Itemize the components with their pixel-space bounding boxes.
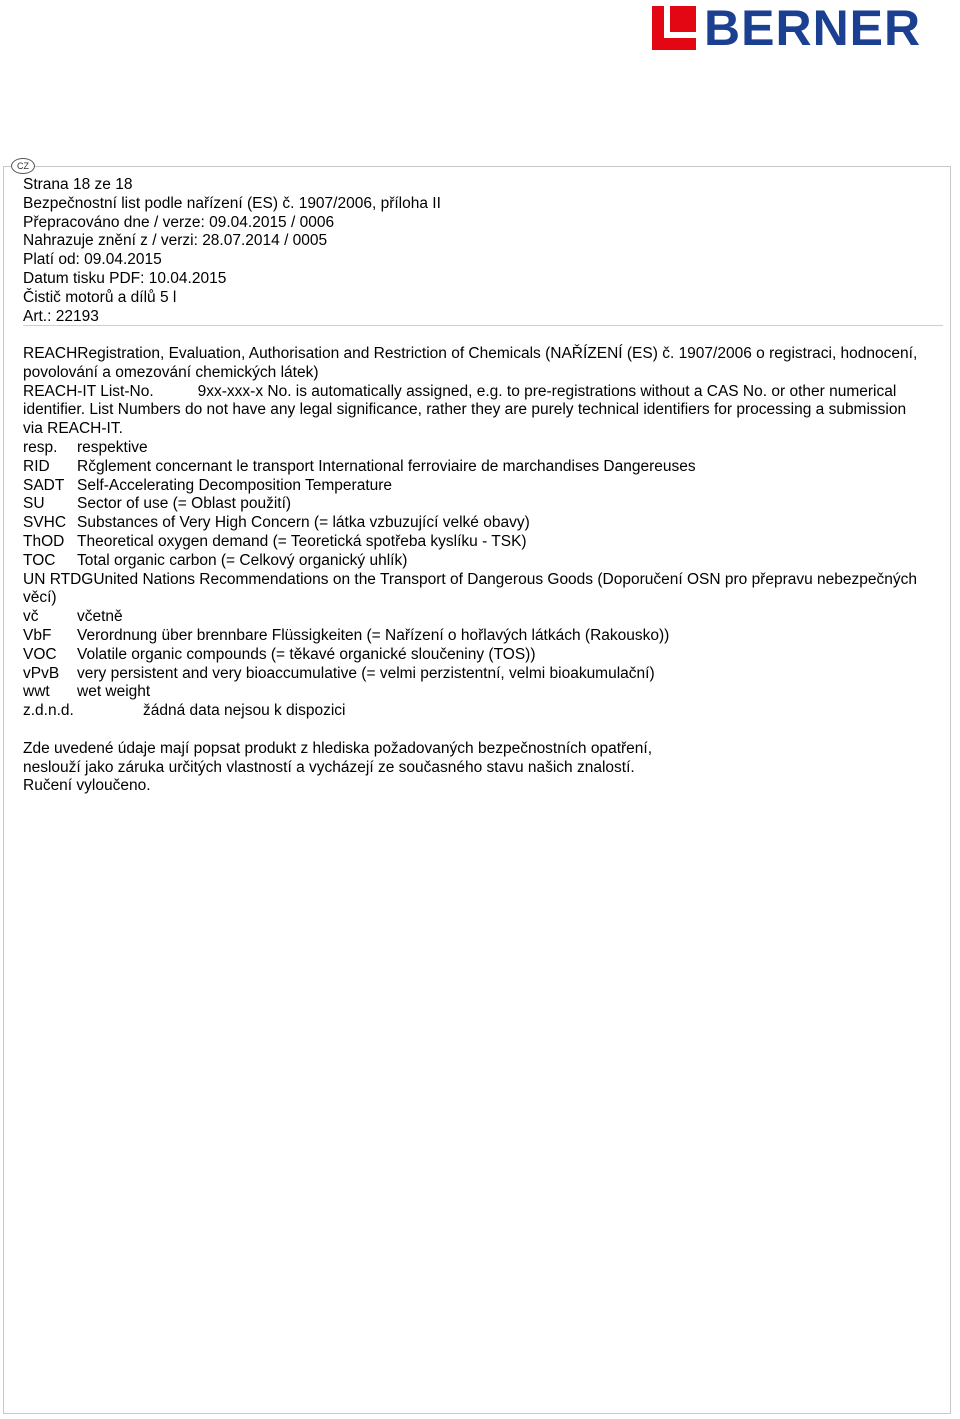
abbr-key: RID xyxy=(23,457,50,475)
disclaimer-line: neslouží jako záruka určitých vlastností a vycházejí ze současného stavu našich znalostí. xyxy=(23,758,635,776)
abbr-value: Volatile organic compounds (= těkavé organické sloučeniny (TOS)) xyxy=(77,645,536,663)
abbr-row xyxy=(23,495,928,514)
disclaimer-line: Ručení vyloučeno. xyxy=(23,777,151,795)
abbr-key: z.d.n.d. xyxy=(23,702,74,720)
abbr-value: respektive xyxy=(77,438,148,456)
abbr-reach-it xyxy=(23,383,928,439)
print-date: Datum tisku PDF: 10.04.2015 xyxy=(23,269,227,287)
abbr-row xyxy=(23,646,928,665)
abbr-value: Verordnung über brennbare Flüssigkeiten (= Nařízení o hořlavých látkách (Rakousko)) xyxy=(77,626,670,644)
abbr-un-rtdg xyxy=(23,571,928,609)
article-number: Art.: 22193 xyxy=(23,307,99,325)
abbr-reach xyxy=(23,345,928,383)
abbr-value: Theoretical oxygen demand (= Teoretická spotřeba kyslíku - TSK) xyxy=(77,532,527,550)
berner-logo xyxy=(652,0,922,56)
page-number: Strana 18 ze 18 xyxy=(23,176,133,193)
valid-from: Platí od: 09.04.2015 xyxy=(23,251,162,269)
abbr-key: SU xyxy=(23,495,45,513)
abbr-row xyxy=(23,627,928,646)
abbr-value: wet weight xyxy=(77,683,151,701)
abbr-row xyxy=(23,683,928,702)
abbr-key: resp. xyxy=(23,438,58,456)
abbr-value: very persistent and very bioaccumulative (= velmi perzistentní, velmi bioakumulační) xyxy=(77,664,655,682)
abbr-key: SADT xyxy=(23,476,65,494)
abbreviation-list xyxy=(23,345,928,796)
abbr-value: Self-Accelerating Decomposition Temperature xyxy=(77,476,393,494)
abbr-key: wwt xyxy=(23,683,50,701)
header-divider xyxy=(23,325,943,326)
abbr-row xyxy=(23,514,928,533)
abbr-value: 9xx-xxx-x No. is automatically assigned, e.g. to pre-registrations without a CAS No. or other numerical identifier. List Numbers do not have any legal significance, rather they are purely technical identifiers for processing a submission via REACH-IT. xyxy=(23,382,907,438)
sds-regulation: Bezpečnostní list podle nařízení (ES) č. 1907/2006, příloha II xyxy=(23,194,441,212)
abbr-value: žádná data nejsou k dispozici xyxy=(143,702,346,720)
abbr-row xyxy=(23,552,928,571)
abbr-value: Substances of Very High Concern (= látka vzbuzující velké obavy) xyxy=(77,514,530,532)
country-badge: CZ xyxy=(11,158,35,174)
abbr-value: Sector of use (= Oblast použití) xyxy=(77,495,292,513)
abbr-value: Registration, Evaluation, Authorisation and Restriction of Chemicals (NAŘÍZENÍ (ES) č. 1907/2006 o registraci, hodnocení, povolování a omezování chemických látek) xyxy=(23,345,918,381)
abbr-key: vč xyxy=(23,608,39,626)
abbr-key: REACH-IT List-No. xyxy=(23,382,154,400)
abbr-key: VOC xyxy=(23,645,57,663)
abbr-row xyxy=(23,665,928,684)
abbr-value: Rčglement concernant le transport International ferroviaire de marchandises Dangereuses xyxy=(77,457,696,475)
abbr-key: VbF xyxy=(23,626,52,644)
abbr-key: vPvB xyxy=(23,664,60,682)
abbr-key: REACH xyxy=(23,345,78,362)
replaces-version: Nahrazuje znění z / verzi: 28.07.2014 / 0005 xyxy=(23,232,328,250)
abbr-value: Total organic carbon (= Celkový organický uhlík) xyxy=(77,551,408,569)
product-name: Čistič motorů a dílů 5 l xyxy=(23,288,177,306)
abbr-row xyxy=(23,458,928,477)
abbr-value: United Nations Recommendations on the Transport of Dangerous Goods (Doporučení OSN pro přepravu nebezpečných věcí) xyxy=(23,570,918,607)
abbr-row xyxy=(23,533,928,552)
abbr-row xyxy=(23,608,928,627)
abbr-key: SVHC xyxy=(23,514,67,532)
berner-logo-text: BERNER xyxy=(704,0,922,56)
abbr-row xyxy=(23,439,928,458)
abbr-key: TOC xyxy=(23,551,56,569)
disclaimer-line: Zde uvedené údaje mají popsat produkt z hlediska požadovaných bezpečnostních opatření, xyxy=(23,739,653,757)
abbr-key: UN RTDG xyxy=(23,570,94,588)
document-header xyxy=(23,176,928,326)
revision-date: Přepracováno dne / verze: 09.04.2015 / 0006 xyxy=(23,213,335,231)
abbr-zdnd xyxy=(23,702,928,721)
berner-logo-mark xyxy=(652,6,696,50)
abbr-row xyxy=(23,477,928,496)
abbr-value: včetně xyxy=(77,608,123,626)
abbr-key: ThOD xyxy=(23,532,65,550)
